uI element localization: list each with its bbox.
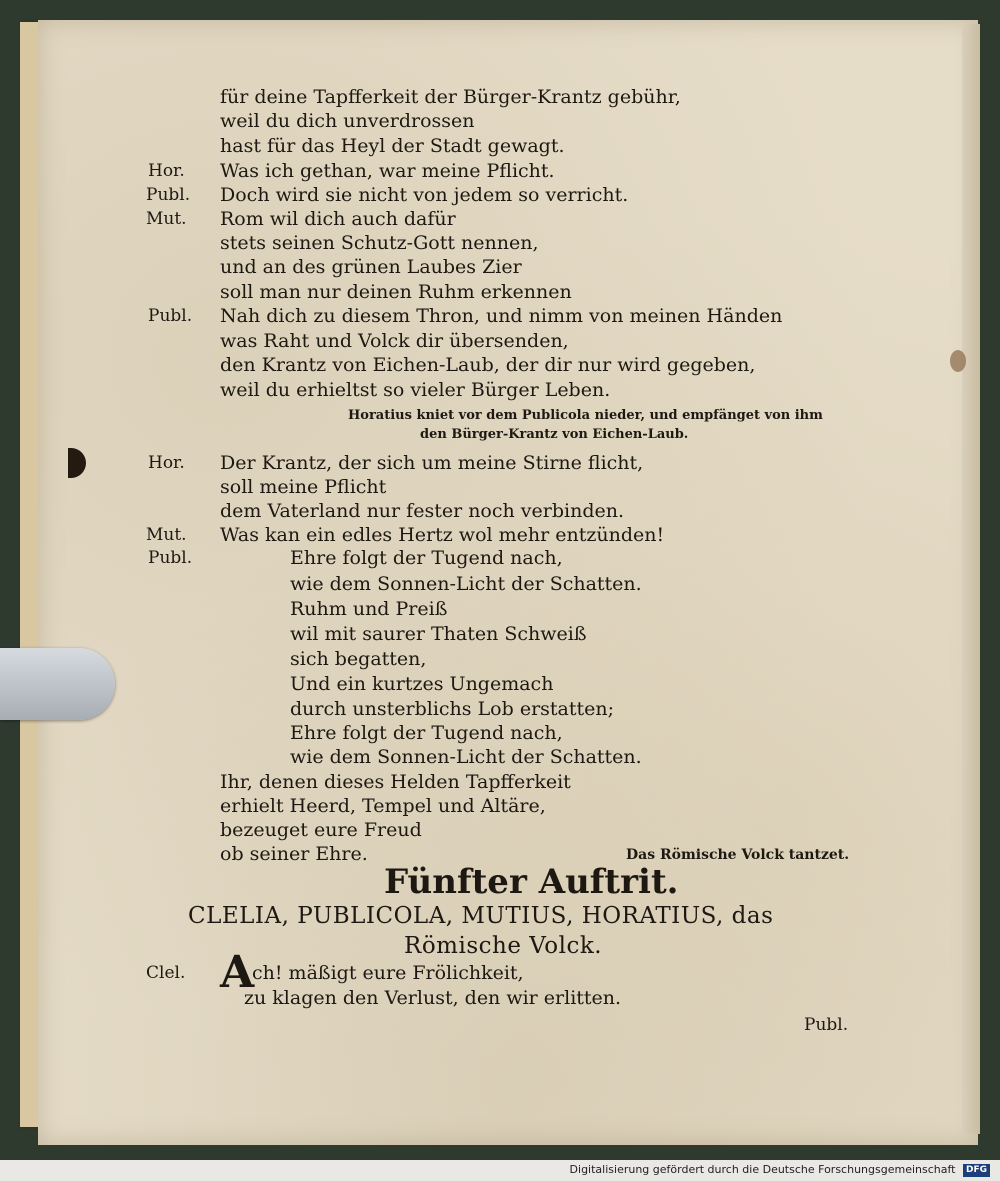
aria-line: Ruhm und Preiß — [290, 598, 448, 620]
aria-line: wie dem Sonnen-Licht der Schatten. — [290, 573, 642, 595]
speaker-label: Publ. — [148, 306, 193, 326]
verse-line: hast für das Heyl der Stadt gewagt. — [220, 135, 565, 157]
footer-credit — [570, 1163, 990, 1177]
bookmark-clip — [0, 648, 115, 720]
verse-line: weil du dich unverdrossen — [220, 110, 475, 132]
dfg-logo: DFG — [963, 1164, 990, 1177]
verse-line: stets seinen Schutz-Gott nennen, — [220, 232, 539, 254]
speaker-label: Publ. — [148, 548, 193, 568]
verse-line: Ihr, denen dieses Helden Tapfferkeit — [220, 771, 571, 793]
verse-line: für deine Tapfferkeit der Bürger-Krantz gebühr, — [220, 86, 681, 108]
verse-line: Der Krantz, der sich um meine Stirne flicht, — [220, 452, 644, 474]
speaker-label: Publ. — [146, 185, 191, 205]
aria-line: wie dem Sonnen-Licht der Schatten. — [290, 746, 642, 768]
verse-line: soll man nur deinen Ruhm erkennen — [220, 281, 572, 303]
aria-line: wil mit saurer Thaten Schweiß — [290, 623, 587, 645]
verse-line: bezeuget eure Freud — [220, 819, 422, 841]
verse-line: ch! mäßigt eure Frölichkeit, — [252, 962, 524, 984]
stage-direction: Horatius kniet vor dem Publicola nieder, und empfänget von ihm — [348, 408, 823, 423]
verse-line: ob seiner Ehre. — [220, 843, 368, 865]
scene-heading: Fünfter Auftrit. — [384, 862, 679, 902]
drop-capital: A — [220, 947, 255, 998]
speaker-label: Hor. — [148, 161, 185, 181]
verse-line: den Krantz von Eichen-Laub, der dir nur wird gegeben, — [220, 354, 756, 376]
stage-direction: den Bürger-Krantz von Eichen-Laub. — [420, 427, 689, 442]
aria-line: durch unsterblichs Lob erstatten; — [290, 698, 615, 720]
verse-line: Nah dich zu diesem Thron, und nimm von meinen Händen — [220, 305, 783, 327]
aria-line: Ehre folgt der Tugend nach, — [290, 547, 563, 569]
verse-line: Rom wil dich auch dafür — [220, 208, 456, 230]
verse-line: weil du erhieltst so vieler Bürger Leben. — [220, 379, 611, 401]
aria-line: Und ein kurtzes Ungemach — [290, 673, 554, 695]
cast-list: Römische Volck. — [404, 933, 603, 959]
speaker-label: Mut. — [146, 209, 187, 229]
verse-line: zu klagen den Verlust, den wir erlitten. — [244, 987, 622, 1009]
speaker-label: Hor. — [148, 453, 185, 473]
verse-line: was Raht und Volck dir übersenden, — [220, 330, 569, 352]
verse-line: Was kan ein edles Hertz wol mehr entzünden! — [220, 524, 665, 546]
verse-line: Was ich gethan, war meine Pflicht. — [220, 160, 555, 182]
aria-line: sich begatten, — [290, 648, 427, 670]
verse-line: und an des grünen Laubes Zier — [220, 256, 522, 278]
verse-line: dem Vaterland nur fester noch verbinden. — [220, 500, 625, 522]
footer-text: Digitalisierung gefördert durch die Deutsche Forschungsgemeinschaft — [569, 1163, 956, 1176]
aria-line: Ehre folgt der Tugend nach, — [290, 722, 563, 744]
catchword: Publ. — [804, 1015, 849, 1035]
speaker-label: Clel. — [146, 963, 186, 983]
paper-stain — [950, 350, 966, 372]
stage-direction: Das Römische Volck tantzet. — [626, 847, 850, 863]
verse-line: soll meine Pflicht — [220, 476, 387, 498]
verse-line: erhielt Heerd, Tempel und Altäre, — [220, 795, 546, 817]
speaker-label: Mut. — [146, 525, 187, 545]
cast-list: CLELIA, PUBLICOLA, MUTIUS, HORATIUS, das — [188, 903, 774, 929]
page-edge-shadow — [962, 24, 980, 1134]
verse-line: Doch wird sie nicht von jedem so verricht. — [220, 184, 629, 206]
